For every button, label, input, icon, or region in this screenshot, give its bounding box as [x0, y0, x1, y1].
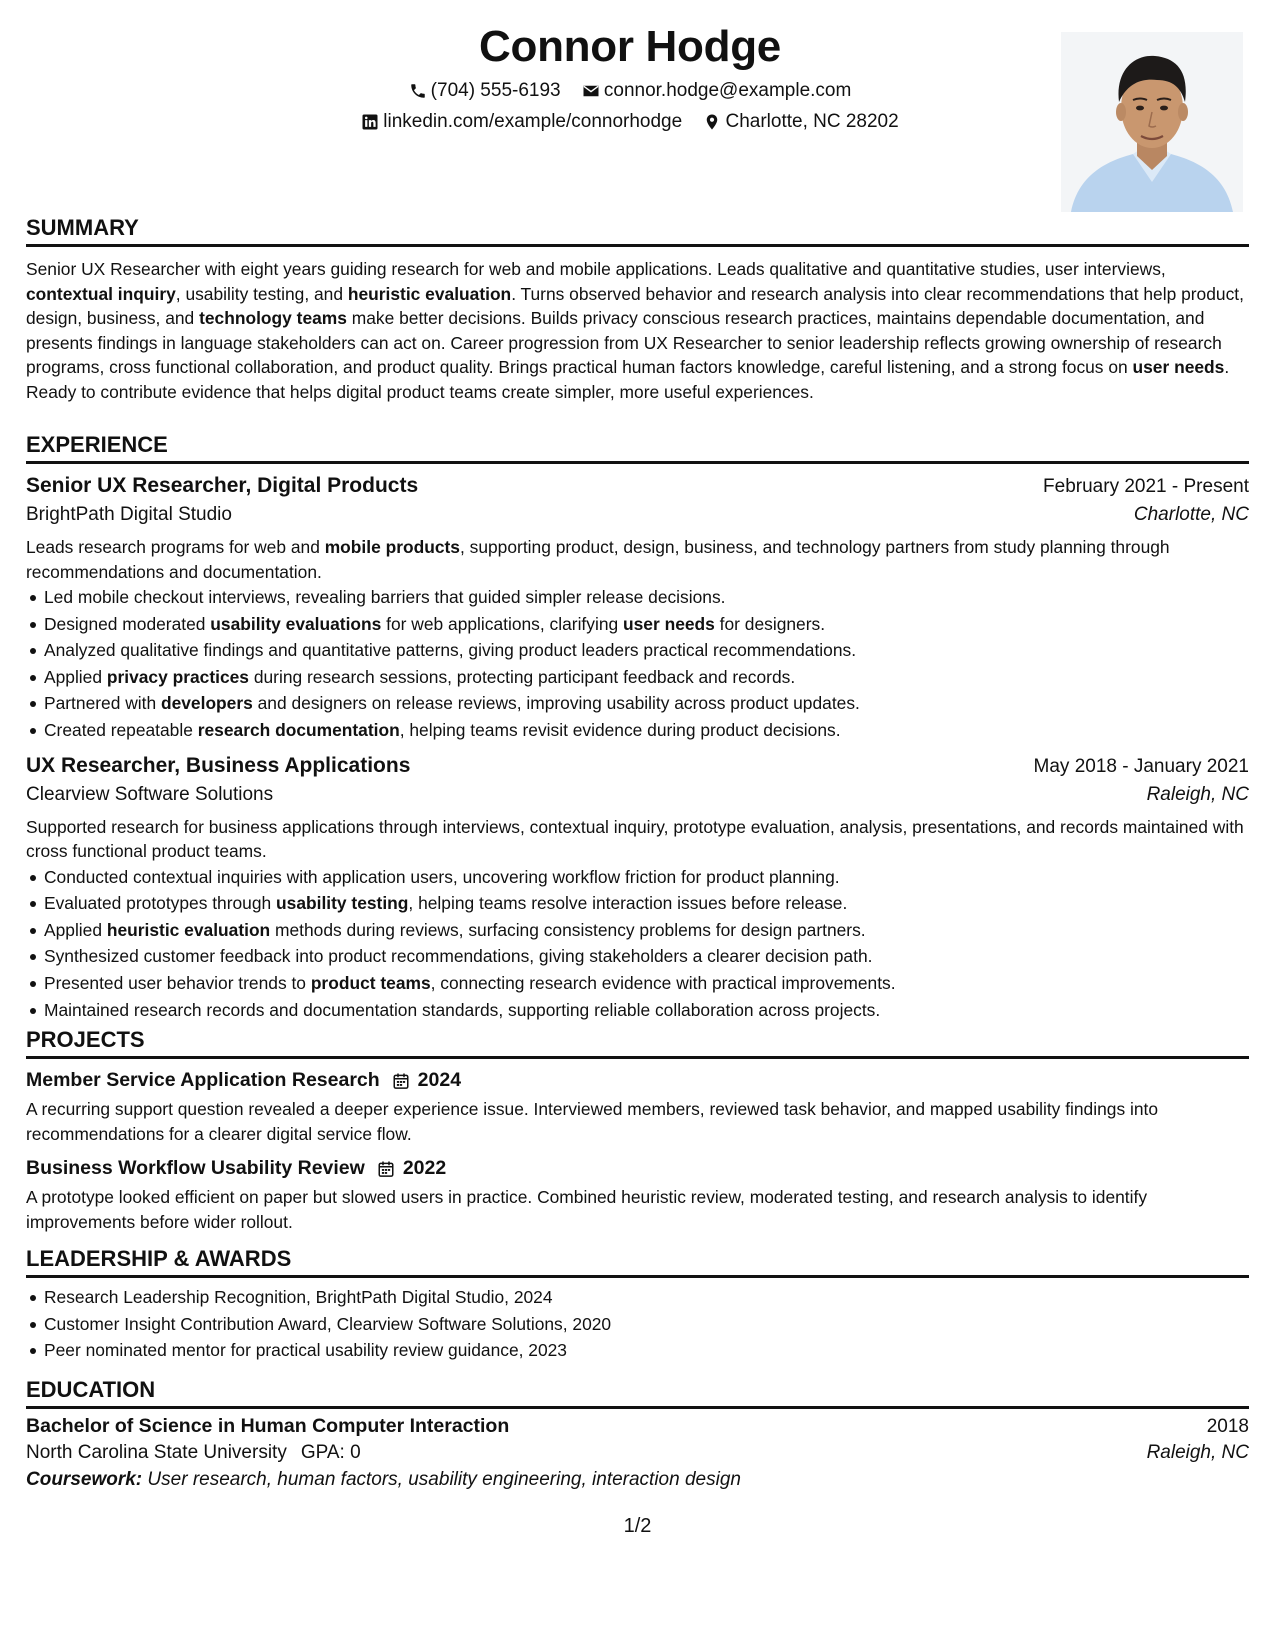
text-run: Evaluated prototypes through: [44, 893, 277, 914]
graduation-year: 2018: [1206, 1416, 1249, 1437]
section-divider: [26, 1275, 1249, 1278]
text-run: Applied: [44, 666, 107, 687]
text-run: make better decisions. Builds privacy conscious research practices, maintains dependable documentation, and presents findings in language stakeholders can act on. Career progression from UX Researcher to senior leadership reflects growing ownership of research programs, cross functional collaboration, and product quality. Brings practical human factors knowledge, careful listening, and a strong focus on: [26, 308, 1222, 377]
candidate-name: Connor Hodge: [479, 22, 781, 71]
text-run: . Turns observed behavior and research analysis into clear recommendations that help product, design, business, and: [26, 283, 1244, 328]
job-bullet: [26, 864, 1249, 891]
emphasized-text: product teams: [310, 972, 431, 993]
education-heading: EDUCATION: [26, 1377, 156, 1402]
job-bullet: [26, 637, 1249, 664]
emphasized-text: research documentation: [197, 719, 400, 740]
emphasized-text: privacy practices: [106, 666, 249, 687]
text-run: for designers.: [714, 613, 826, 634]
job-title: UX Researcher, Business Applications: [26, 753, 411, 777]
job-bullet: [26, 970, 1249, 997]
emphasized-text: contextual inquiry: [26, 283, 176, 304]
coursework-text: User research, human factors, usability engineering, interaction design: [142, 1469, 741, 1490]
gpa-text: GPA: 0: [300, 1442, 361, 1463]
text-run: Applied: [44, 919, 107, 940]
job-entry: [26, 754, 1249, 1024]
job-bullet: [26, 664, 1249, 691]
section-divider: [26, 1056, 1249, 1059]
emphasized-text: mobile products: [324, 537, 460, 557]
text-run: Senior UX Researcher with eight years guiding research for web and mobile applications. Leads qualitative and quantitative studies, user interviews,: [26, 259, 1166, 279]
job-dates: February 2021 - Present: [1043, 476, 1249, 497]
experience-section: [26, 431, 1249, 1023]
text-run: and designers on release reviews, improving usability across product updates.: [252, 693, 860, 714]
award-item: Customer Insight Contribution Award, Clearview Software Solutions, 2020: [26, 1311, 1249, 1338]
experience-heading: EXPERIENCE: [26, 432, 168, 457]
emphasized-text: user needs: [1132, 357, 1225, 377]
projects-section: [26, 1026, 1249, 1234]
project-year: 2022: [402, 1157, 447, 1179]
contact-location: [703, 111, 898, 133]
section-divider: [26, 461, 1249, 464]
envelope-icon: [582, 82, 600, 100]
location-text: Charlotte, NC 28202: [725, 111, 899, 132]
text-run: , supporting product, design, business, and technology partners from study planning through recommendations and documentation.: [26, 537, 1170, 582]
job-bullet: [26, 890, 1249, 917]
section-divider: [26, 1406, 1249, 1409]
job-entry: [26, 474, 1249, 744]
summary-heading: SUMMARY: [26, 215, 139, 240]
emphasized-text: technology teams: [199, 308, 347, 328]
text-run: Presented user behavior trends to: [44, 972, 311, 993]
job-title: Senior UX Researcher, Digital Products: [26, 474, 419, 497]
text-run: Conducted contextual inquiries with application users, uncovering workflow friction for product planning.: [44, 866, 840, 887]
contact-linkedin[interactable]: [361, 111, 682, 133]
page-number: 1/2: [623, 1515, 652, 1537]
school-name: North Carolina State University: [26, 1442, 287, 1463]
emphasized-text: heuristic evaluation: [106, 919, 271, 940]
award-item: Research Leadership Recognition, BrightPath Digital Studio, 2024: [26, 1284, 1249, 1311]
projects-heading: PROJECTS: [26, 1027, 145, 1052]
education-section: [26, 1376, 1249, 1491]
text-run: , helping teams revisit evidence during product decisions.: [399, 719, 841, 740]
project-year: 2024: [417, 1069, 462, 1091]
map-pin-icon: [703, 113, 721, 131]
job-bullet-list: [26, 864, 1249, 1024]
job-bullet: [26, 611, 1249, 638]
school-location: Raleigh, NC: [1146, 1442, 1249, 1463]
coursework: [26, 1469, 1249, 1491]
text-run: , usability testing, and: [175, 283, 348, 304]
text-run: methods during reviews, surfacing consistency problems for design partners.: [270, 919, 866, 940]
job-bullet: [26, 717, 1249, 744]
text-run: Synthesized customer feedback into product recommendations, giving stakeholders a clearer decision path.: [44, 946, 873, 967]
calendar-icon: [392, 1072, 410, 1090]
phone-text: (704) 555-6193: [430, 80, 561, 101]
text-run: , helping teams resolve interaction issues before release.: [408, 893, 848, 914]
emphasized-text: usability testing: [276, 893, 409, 914]
linkedin-link[interactable]: linkedin.com/example/connorhodge: [383, 111, 683, 132]
job-description: [26, 535, 1249, 584]
project-entry: [26, 1069, 1249, 1146]
text-run: Leads research programs for web and: [26, 537, 325, 557]
project-entry: [26, 1157, 1249, 1234]
emphasized-text: heuristic evaluation: [347, 283, 512, 304]
project-name: Member Service Application Research: [26, 1069, 380, 1091]
calendar-icon: [377, 1160, 395, 1178]
degree-name: Bachelor of Science in Human Computer Interaction: [26, 1415, 510, 1437]
text-run: Led mobile checkout interviews, revealing barriers that guided simpler release decisions.: [44, 587, 726, 607]
leadership-heading: LEADERSHIP & AWARDS: [26, 1246, 292, 1271]
phone-icon: [409, 82, 427, 100]
text-run: Supported research for business applications through interviews, contextual inquiry, prototype evaluation, analysis, presentations, and records maintained with cross functional product teams.: [26, 816, 1244, 862]
job-bullet-list: [26, 584, 1249, 744]
job-bullet: [26, 917, 1249, 944]
profile-photo: [1061, 32, 1243, 212]
job-bullet: [26, 690, 1249, 717]
company-name: BrightPath Digital Studio: [26, 504, 232, 525]
text-run: Maintained research records and documentation standards, supporting reliable collaboration across projects.: [44, 999, 881, 1020]
text-run: during research sessions, protecting participant feedback and records.: [248, 666, 796, 687]
text-run: , connecting research evidence with practical improvements.: [430, 972, 896, 993]
text-run: Partnered with: [44, 693, 161, 714]
linkedin-icon: [361, 113, 379, 131]
project-name: Business Workflow Usability Review: [26, 1157, 365, 1179]
job-dates: May 2018 - January 2021: [1033, 755, 1249, 777]
job-bullet: [26, 997, 1249, 1024]
text-run: for web applications, clarifying: [381, 613, 623, 634]
awards-list: [26, 1284, 1249, 1364]
text-run: Created repeatable: [44, 719, 198, 740]
emphasized-text: usability evaluations: [210, 613, 382, 634]
job-location: Raleigh, NC: [1146, 783, 1249, 805]
job-bullet: [26, 943, 1249, 970]
coursework-label: Coursework:: [26, 1469, 143, 1490]
text-run: Designed moderated: [44, 613, 211, 634]
section-divider: [26, 244, 1249, 247]
summary-text: [26, 257, 1249, 404]
project-description: A recurring support question revealed a deeper experience issue. Interviewed members, reviewed task behavior, and mapped usability findings into recommendations for a clearer digital service flow.: [26, 1099, 1159, 1144]
text-run: Analyzed qualitative findings and quantitative patterns, giving product leaders practical recommendations.: [44, 640, 857, 661]
job-description: [26, 815, 1249, 864]
job-location: Charlotte, NC: [1133, 504, 1249, 525]
leadership-section: [26, 1245, 1249, 1364]
job-bullet: [26, 584, 1249, 611]
text-run: . Ready to contribute evidence that helps digital product teams create simpler, more useful experiences.: [26, 357, 1230, 402]
emphasized-text: user needs: [623, 613, 715, 634]
contact-email[interactable]: [582, 80, 851, 102]
emphasized-text: developers: [160, 693, 253, 714]
project-description: A prototype looked efficient on paper but slowed users in practice. Combined heuristic review, moderated testing, and research analysis to identify improvements before wider rollout.: [26, 1187, 1148, 1232]
summary-section: [26, 214, 1249, 404]
award-item: Peer nominated mentor for practical usability review guidance, 2023: [26, 1337, 1249, 1364]
company-name: Clearview Software Solutions: [26, 783, 274, 805]
contact-phone: [409, 80, 561, 102]
email-link[interactable]: connor.hodge@example.com: [603, 80, 852, 101]
